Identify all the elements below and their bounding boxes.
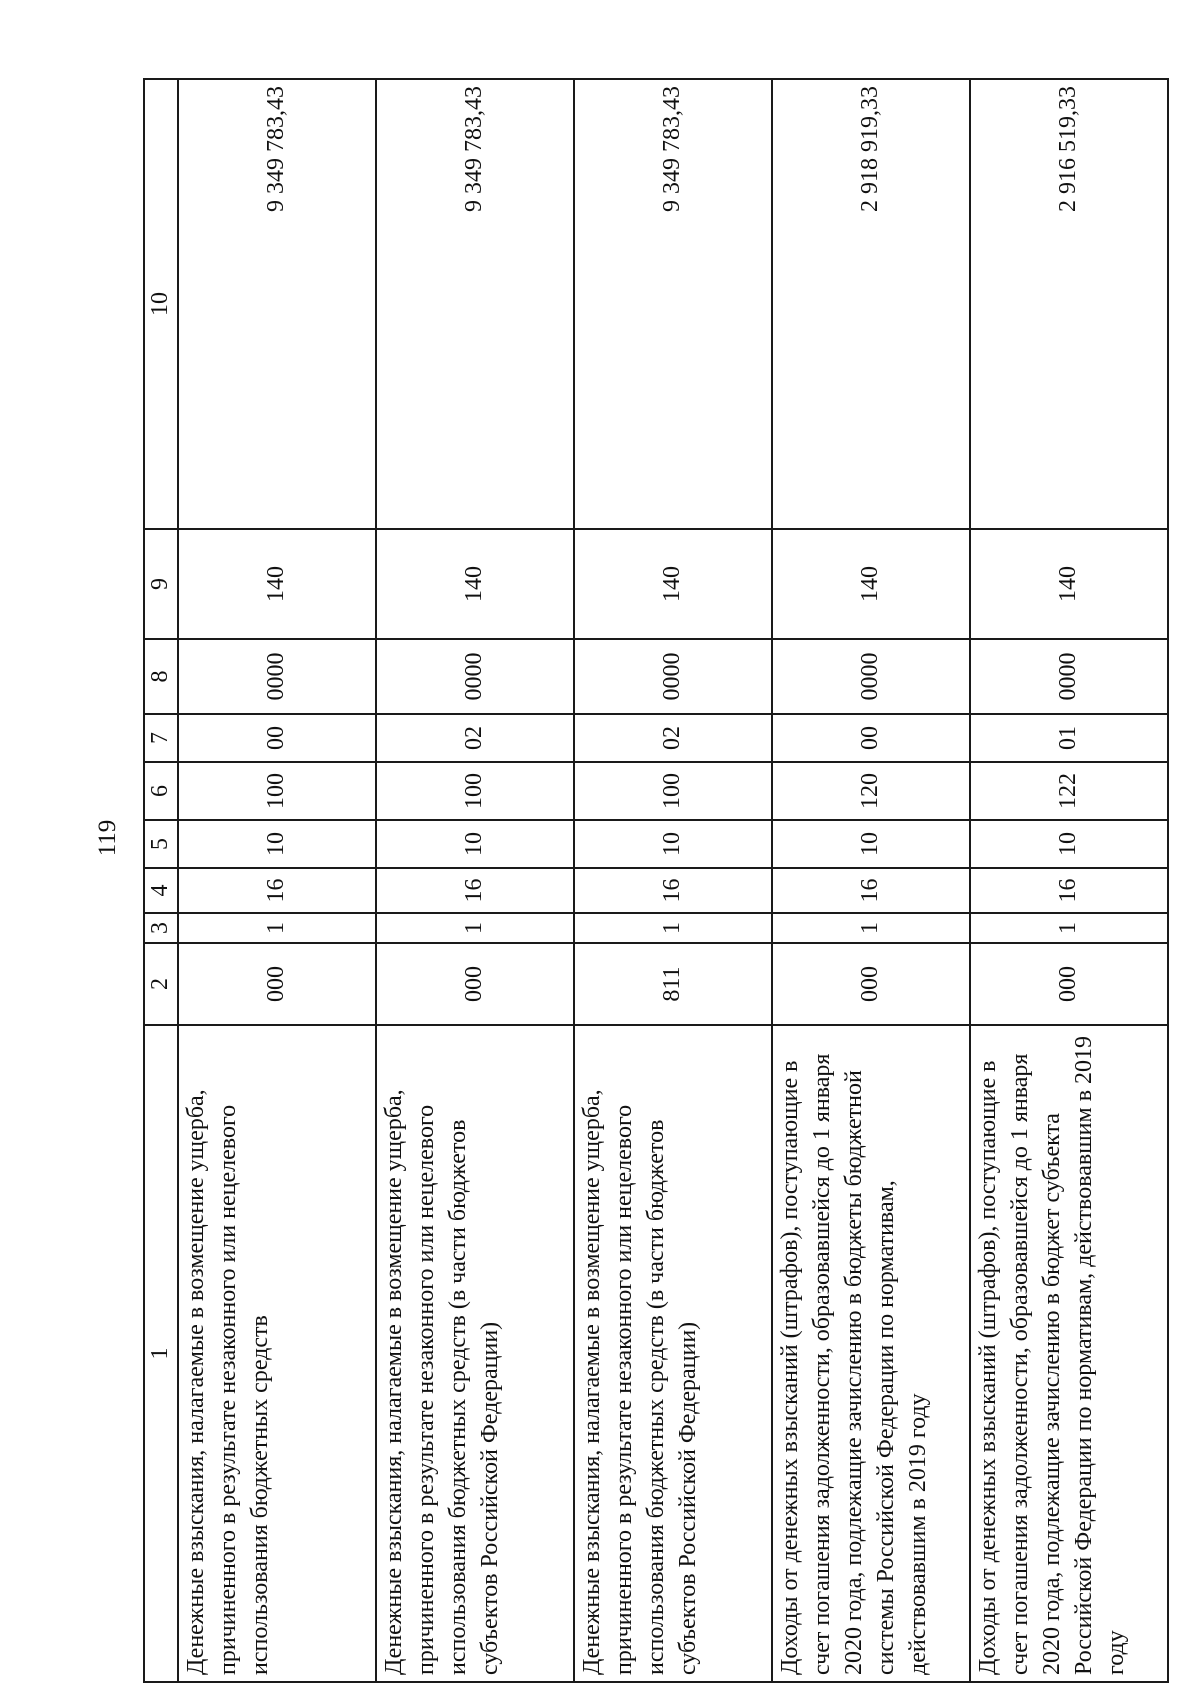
group-code-cell: 1 xyxy=(574,913,772,943)
subarticle-code-cell: 100 xyxy=(574,762,772,820)
column-header: 1 xyxy=(144,1025,178,1682)
subgroup-code-cell: 16 xyxy=(970,868,1168,913)
article-code-cell: 10 xyxy=(178,820,376,868)
subarticle-code-cell: 100 xyxy=(178,762,376,820)
subarticle-code-cell: 120 xyxy=(772,762,970,820)
amount-cell: 2 918 919,33 xyxy=(772,79,970,529)
row-description: Доходы от денежных взысканий (штрафов), поступающие в счет погашения задолженности, образовавшейся до 1 января 2020 года, подлежащие зачислению в бюджеты бюджетной системы Российской Федерации по нормативам, действовавшим в 2019 году xyxy=(772,1025,970,1682)
article-code-cell: 10 xyxy=(376,820,574,868)
article-code-cell: 10 xyxy=(574,820,772,868)
row-description: Денежные взыскания, налагаемые в возмещение ущерба, причиненного в результате незаконного или нецелевого использования бюджетных средств (в части бюджетов субъектов Российской Федерации) xyxy=(376,1025,574,1682)
article-code-cell: 10 xyxy=(772,820,970,868)
element-code-cell: 01 xyxy=(970,714,1168,762)
column-header: 10 xyxy=(144,79,178,529)
program-code-cell: 0000 xyxy=(970,639,1168,714)
subarticle-code-cell: 122 xyxy=(970,762,1168,820)
element-code-cell: 00 xyxy=(178,714,376,762)
admin-code-cell: 000 xyxy=(970,943,1168,1025)
element-code-cell: 02 xyxy=(574,714,772,762)
subgroup-code-cell: 16 xyxy=(772,868,970,913)
program-code-cell: 0000 xyxy=(772,639,970,714)
group-code-cell: 1 xyxy=(376,913,574,943)
rotated-table-container xyxy=(143,80,1168,1683)
economic-code-cell: 140 xyxy=(178,529,376,639)
economic-code-cell: 140 xyxy=(376,529,574,639)
admin-code-cell: 811 xyxy=(574,943,772,1025)
column-header: 2 xyxy=(144,943,178,1025)
subgroup-code-cell: 16 xyxy=(376,868,574,913)
group-code-cell: 1 xyxy=(772,913,970,943)
revenue-table xyxy=(143,78,1169,1683)
amount-cell: 9 349 783,43 xyxy=(376,79,574,529)
header-row xyxy=(144,79,178,1682)
table-row xyxy=(574,79,772,1682)
column-header: 8 xyxy=(144,639,178,714)
admin-code-cell: 000 xyxy=(376,943,574,1025)
table-row xyxy=(376,79,574,1682)
group-code-cell: 1 xyxy=(970,913,1168,943)
amount-cell: 9 349 783,43 xyxy=(178,79,376,529)
subarticle-code-cell: 100 xyxy=(376,762,574,820)
row-description: Доходы от денежных взысканий (штрафов), поступающие в счет погашения задолженности, образовавшейся до 1 января 2020 года, подлежащие зачислению в бюджет субъекта Российской Федерации по нормативам, действовавшим в 2019 году xyxy=(970,1025,1168,1682)
program-code-cell: 0000 xyxy=(178,639,376,714)
column-header: 5 xyxy=(144,820,178,868)
column-header: 6 xyxy=(144,762,178,820)
subgroup-code-cell: 16 xyxy=(574,868,772,913)
page-number: 119 xyxy=(94,819,121,857)
program-code-cell: 0000 xyxy=(376,639,574,714)
table-row xyxy=(772,79,970,1682)
column-header: 7 xyxy=(144,714,178,762)
element-code-cell: 02 xyxy=(376,714,574,762)
table-row xyxy=(970,79,1168,1682)
amount-cell: 2 916 519,33 xyxy=(970,79,1168,529)
column-header: 9 xyxy=(144,529,178,639)
article-code-cell: 10 xyxy=(970,820,1168,868)
row-description: Денежные взыскания, налагаемые в возмещение ущерба, причиненного в результате незаконного или нецелевого использования бюджетных средств xyxy=(178,1025,376,1682)
economic-code-cell: 140 xyxy=(970,529,1168,639)
column-header: 3 xyxy=(144,913,178,943)
admin-code-cell: 000 xyxy=(772,943,970,1025)
column-header: 4 xyxy=(144,868,178,913)
group-code-cell: 1 xyxy=(178,913,376,943)
subgroup-code-cell: 16 xyxy=(178,868,376,913)
economic-code-cell: 140 xyxy=(574,529,772,639)
admin-code-cell: 000 xyxy=(178,943,376,1025)
amount-cell: 9 349 783,43 xyxy=(574,79,772,529)
economic-code-cell: 140 xyxy=(772,529,970,639)
element-code-cell: 00 xyxy=(772,714,970,762)
row-description: Денежные взыскания, налагаемые в возмещение ущерба, причиненного в результате незаконного или нецелевого использования бюджетных средств (в части бюджетов субъектов Российской Федерации) xyxy=(574,1025,772,1682)
program-code-cell: 0000 xyxy=(574,639,772,714)
table-row xyxy=(178,79,376,1682)
